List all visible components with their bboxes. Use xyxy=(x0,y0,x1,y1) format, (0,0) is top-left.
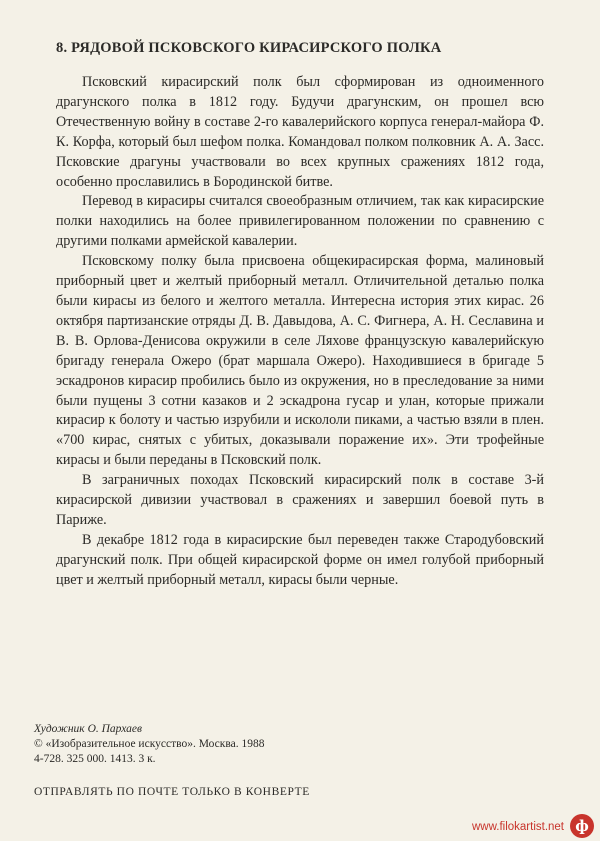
artist-name: О. Пархаев xyxy=(87,723,142,735)
paragraph: Перевод в кирасиры считался своеобразным отличием, так как кирасирские полки находились на более привилегированном положении по сравнению с другими полками армейской кавалерии. xyxy=(56,193,544,250)
filokartist-logo-icon: ф xyxy=(570,814,594,838)
publisher-line: © «Изобразительное искусство». Москва. 1988 xyxy=(34,738,265,750)
artist-label: Художник xyxy=(34,723,85,735)
watermark-link[interactable]: www.filokartist.net xyxy=(471,821,564,833)
page-title: 8. РЯДОВОЙ ПСКОВСКОГО КИРАСИРСКОГО ПОЛКА xyxy=(56,40,442,56)
paragraph: Псковский кирасирский полк был сформирован из одноименного драгунского полка в 1812 году. Будучи драгунским, он прошел всю Отечественную войну в составе 2-го кавалерийского корпуса генерал-майора Ф. К. Корфа, который был шефом полка. Командовал полком полковник А. А. Засс. Псковские драгуны участвовали во всех крупных сражениях 1812 года, особенно прославились в Бородинской битве. xyxy=(56,74,544,190)
credits-block xyxy=(34,722,454,767)
article-body xyxy=(56,73,544,591)
paragraph: В заграничных походах Псковский кирасирский полк в составе 3-й кирасирской дивизии участвовал в сражениях и завершил боевой путь в Париже. xyxy=(56,472,544,528)
artist-line xyxy=(34,722,454,737)
mail-instruction: ОТПРАВЛЯТЬ ПО ПОЧТЕ ТОЛЬКО В КОНВЕРТЕ xyxy=(34,786,310,798)
paragraph: В декабре 1812 года в кирасирские был переведен также Стародубовский драгунский полк. При общей кирасирской форме он имел голубой приборный цвет и желтый приборный металл, кирасы были черные. xyxy=(56,531,544,588)
print-code: 4-728. 325 000. 1413. 3 к. xyxy=(34,753,156,765)
paragraph: Псковскому полку была присвоена общекирасирская форма, малиновый приборный цвет и желтый приборный металл. Отличительной деталью полка были кирасы из белого и желтого металла. Интересна история этих кирас. 26 октября партизанские отряды Д. В. Давыдова, А. С. Фигнера, А. Н. Сеславина и В. В. Орлова-Денисова окружили в селе Ляхове французскую кавалерийскую бригаду генерала Ожеро (брат маршала Ожеро). Находившиеся в бригаде 5 эскадронов кирасир пробились было из окружения, но в преследование за ними были пущены 3 сотни казаков и 2 эскадрона гусар и улан, которые прижали кирасир к болоту и частью изрубили и искололи пиками, а частью взяли в плен. «700 кирас, снятых с убитых, доказывали поражение их». Эти трофейные кирасы и были переданы в Псковский полк. xyxy=(56,253,544,469)
